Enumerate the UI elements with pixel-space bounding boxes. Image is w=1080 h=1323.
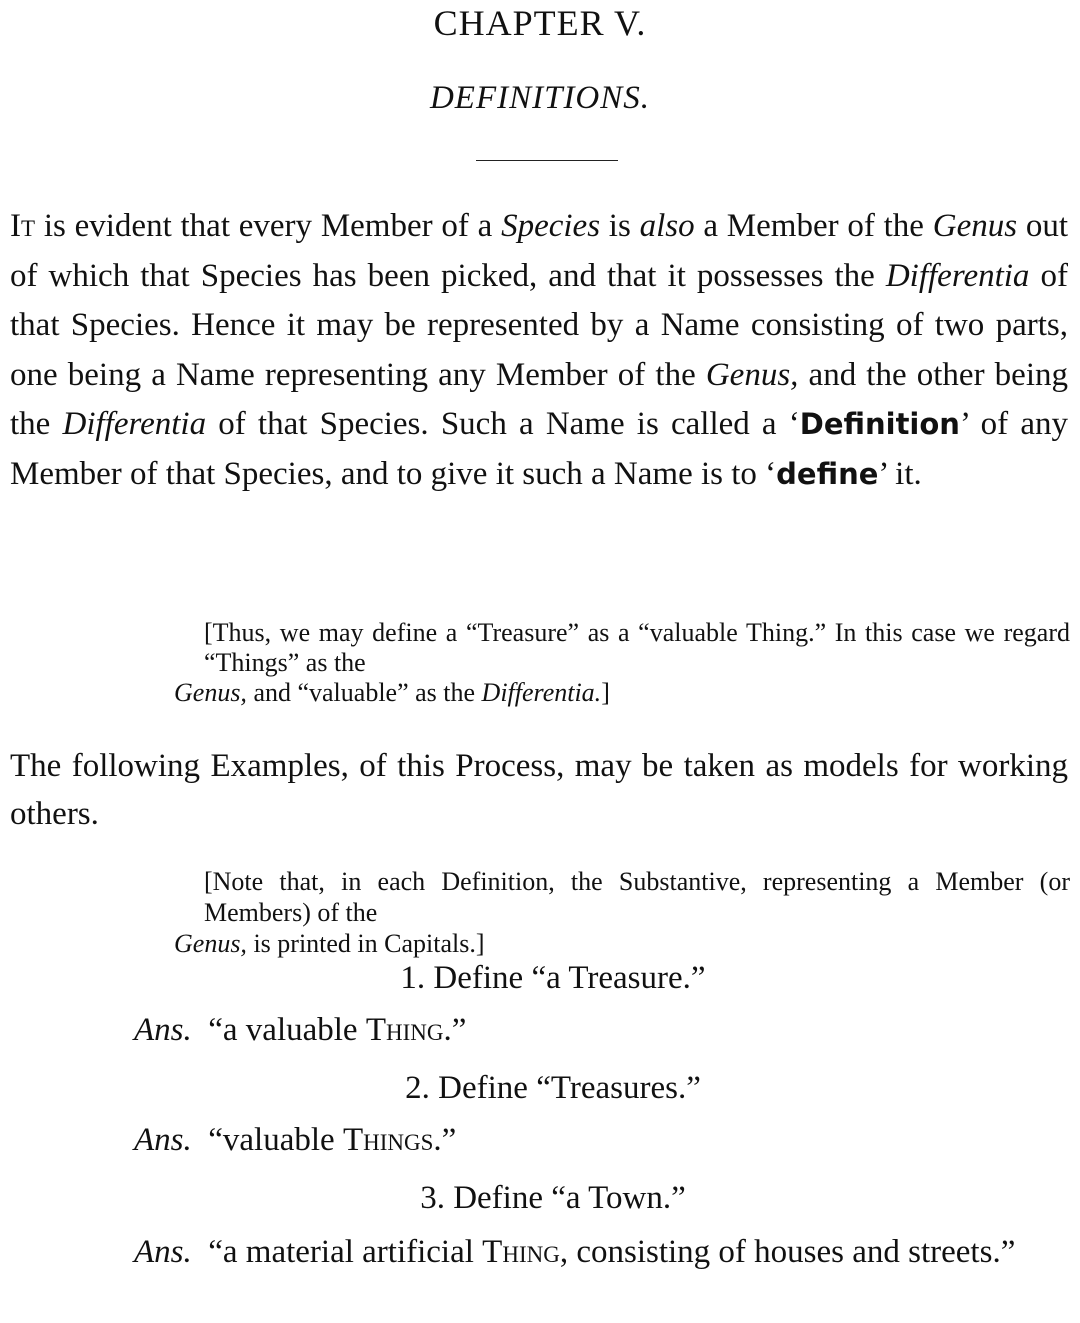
- italic-term: Genus: [932, 208, 1018, 244]
- text-run: ’ of any Member of that Species, and to give it such a Name is to ‘: [10, 406, 1068, 492]
- text-run: [Thus, we may define a “Treasure” as a “valuable Thing.” In this case we regard “Things” as the: [204, 618, 1070, 677]
- chapter-heading: CHAPTER V.: [433, 3, 647, 43]
- text-run: of that Species. Such a Name is called a ‘: [206, 406, 800, 442]
- italic-term: Differentia: [885, 257, 1030, 294]
- example-answer: [134, 1116, 1070, 1164]
- answer-label: Ans.: [134, 1012, 192, 1048]
- chapter-subtitle: DEFINITIONS.: [429, 80, 651, 116]
- examples-intro-paragraph: The following Examples, of this Process, may be taken as models for working others.: [10, 748, 1068, 832]
- example-note: [174, 618, 1070, 708]
- text-run: , consisting of houses and streets.”: [559, 1234, 1016, 1270]
- italic-term: Differentia: [62, 406, 207, 442]
- definition-paragraph: [10, 202, 1068, 499]
- text-run: is printed in Capitals.]: [246, 929, 485, 958]
- capitals-note: [174, 866, 1070, 959]
- text-run: “a valuable: [208, 1012, 366, 1048]
- italic-term: Genus,: [174, 678, 247, 707]
- text-run: a Member of the: [694, 208, 933, 244]
- text-run: .”: [443, 1012, 467, 1048]
- text-run: out of which that Species has been picked, and that it possesses the: [10, 208, 1069, 294]
- heading-divider: [476, 160, 618, 161]
- text-run: “valuable: [208, 1122, 343, 1158]
- text-run: ]: [601, 678, 610, 707]
- text-run: .”: [433, 1122, 457, 1158]
- genus-capitals: Thing: [482, 1234, 560, 1270]
- text-run: of that Species. Hence it may be represented by a Name consisting of two parts, one being a Name representing any Member of the: [10, 257, 1068, 393]
- text-run: and the other being the: [10, 356, 1068, 442]
- example-question: 1. Define “a Treasure.”: [400, 960, 706, 996]
- italic-term: also: [639, 208, 695, 244]
- example-question: 3. Define “a Town.”: [420, 1180, 686, 1216]
- example-question: 2. Define “Treasures.”: [405, 1070, 701, 1106]
- italic-term: Species: [501, 208, 601, 244]
- example-answer: [134, 1006, 1070, 1054]
- text-run: is: [600, 208, 640, 244]
- text-run: is evident that every Member of a: [35, 208, 502, 244]
- text-run: “a material artificial: [208, 1234, 483, 1270]
- text-run: [Note that, in each Definition, the Substantive, representing a Member (or Members) of the: [204, 867, 1070, 927]
- genus-capitals: Thing: [365, 1012, 444, 1048]
- text-run: and “valuable” as the: [246, 678, 482, 707]
- genus-capitals: Things: [342, 1122, 434, 1158]
- example-answer: [134, 1228, 1070, 1276]
- italic-term: Genus,: [705, 356, 799, 393]
- answer-label: Ans.: [134, 1122, 192, 1158]
- italic-term: Differentia.: [481, 678, 602, 707]
- drop-word: It: [10, 208, 36, 244]
- answer-label: Ans.: [134, 1234, 192, 1270]
- bold-term: define: [776, 456, 879, 491]
- text-run: ’ it.: [878, 455, 922, 492]
- bold-term: Definition: [799, 407, 960, 441]
- italic-term: Genus,: [174, 929, 247, 958]
